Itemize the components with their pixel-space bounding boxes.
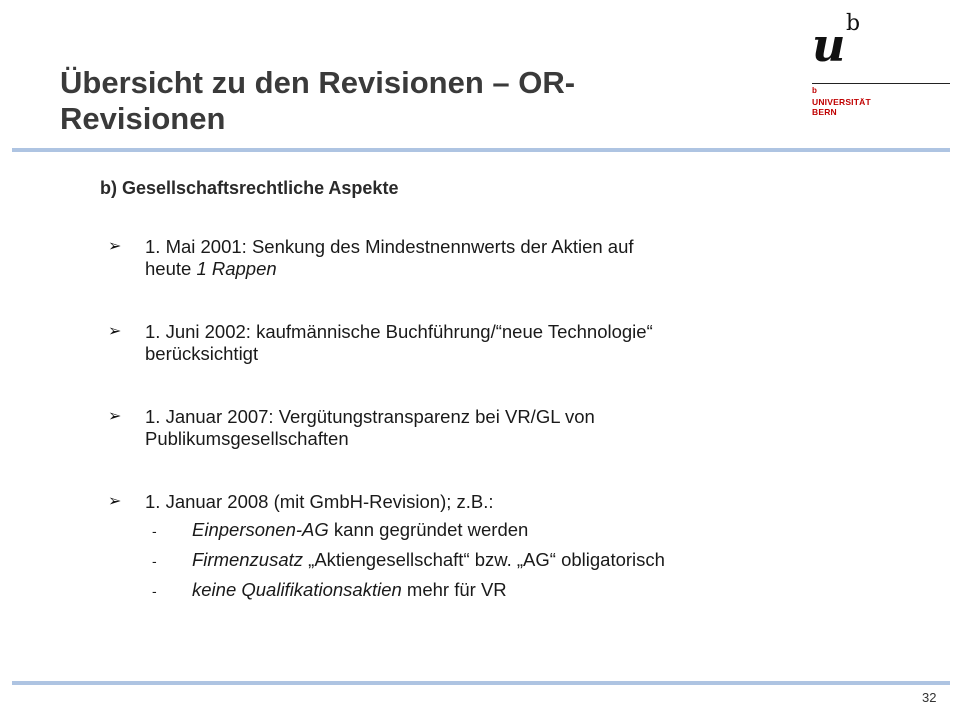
logo-mark-b: b [846, 11, 861, 36]
slide-title [60, 65, 700, 137]
bullet-line: 1. Januar 2008 (mit GmbH-Revision); z.B.: [145, 491, 494, 512]
bullet-italic-text: 1 Rappen [196, 258, 277, 279]
bottom-divider [12, 681, 950, 685]
logo-mark-u: u [812, 18, 846, 72]
sub-item-text: kann gegründet werden [328, 519, 529, 540]
arrow-bullet-icon: ➢ [108, 408, 122, 425]
sub-list-item [150, 579, 850, 601]
sub-item-text: „Aktiengesellschaft“ bzw. „AG“ obligatorisch [303, 549, 665, 570]
top-divider [12, 148, 950, 152]
page-number: 32 [922, 690, 937, 705]
logo-wordmark-line1: UNIVERSITÄT [812, 97, 871, 107]
arrow-bullet-icon: ➢ [108, 323, 122, 340]
slide-title-line1: Übersicht zu den Revisionen – OR- [60, 65, 576, 100]
arrow-bullet-icon: ➢ [108, 238, 122, 255]
logo-divider [812, 83, 950, 84]
section-heading: b) Gesellschaftsrechtliche Aspekte [100, 178, 399, 198]
sub-item-italic: Einpersonen-AG [192, 519, 329, 540]
bullet-item [108, 491, 828, 513]
logo-wordmark [812, 97, 871, 117]
bullet-line [145, 258, 828, 280]
sub-list-item [150, 549, 850, 571]
logo-small-b: b [812, 86, 817, 95]
bullet-line: 1. Mai 2001: Senkung des Mindestnennwerts der Aktien auf [145, 236, 634, 257]
university-logo [812, 12, 952, 122]
bullet-list [108, 236, 828, 554]
bullet-line: 1. Juni 2002: kaufmännische Buchführung/“neue Technologie“ [145, 321, 653, 342]
sub-list [150, 519, 850, 609]
bullet-line: Publikumsgesellschaften [145, 428, 349, 449]
sub-item-italic: Firmenzusatz [192, 549, 304, 570]
sub-item-italic: keine Qualifikationsaktien [192, 579, 402, 600]
arrow-bullet-icon: ➢ [108, 493, 122, 510]
sub-item-text: mehr für VR [401, 579, 507, 600]
bullet-item [108, 236, 828, 280]
dash-bullet-icon: - [152, 583, 157, 599]
slide-title-line2: Revisionen [60, 101, 226, 136]
dash-bullet-icon: - [152, 523, 157, 539]
dash-bullet-icon: - [152, 553, 157, 569]
bullet-item [108, 321, 828, 365]
bullet-item [108, 406, 828, 450]
bullet-text: heute [145, 258, 197, 279]
sub-list-item [150, 519, 850, 541]
bullet-line: berücksichtigt [145, 343, 259, 364]
bullet-line: 1. Januar 2007: Vergütungstransparenz bei VR/GL von [145, 406, 595, 427]
logo-wordmark-line2: BERN [812, 107, 837, 117]
